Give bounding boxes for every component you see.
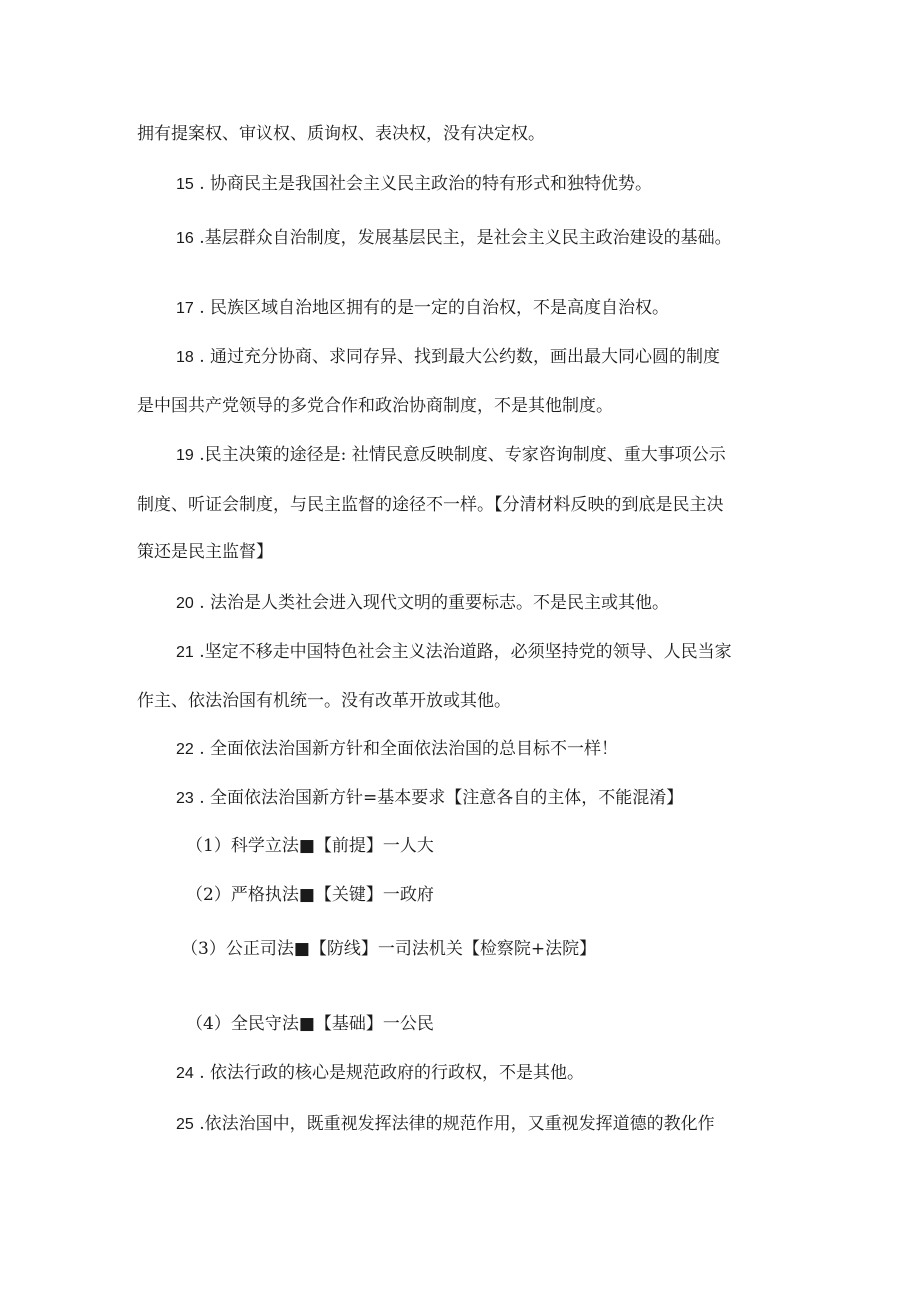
paragraph-text: 作主、依法治国有机统一。没有改革开放或其他。	[137, 691, 511, 711]
paragraph-line	[137, 493, 724, 517]
item-number: 16	[176, 230, 194, 247]
list-item-25	[176, 1112, 715, 1137]
item-text: .坚定不移走中国特色社会主义法治道路，必须坚持党的领导、人民当家	[199, 642, 732, 662]
item-text: . 通过充分协商、求同存异、找到最大公约数，画出最大同心圆的制度	[199, 347, 721, 367]
sub-item-3	[181, 937, 596, 961]
item-number: 25	[176, 1116, 194, 1133]
paragraph-line	[137, 122, 545, 146]
item-number: 19	[176, 447, 194, 464]
item-text: .民主决策的途径是: 社情民意反映制度、专家咨询制度、重大事项公示	[199, 445, 726, 465]
list-item-15	[176, 172, 652, 197]
sub-item-text: （4）全民守法■【基础】一公民	[186, 1014, 434, 1034]
item-text: .基层群众自治制度，发展基层民主，是社会主义民主政治建设的基础。	[199, 228, 732, 248]
item-number: 18	[176, 349, 194, 366]
list-item-23	[176, 786, 683, 811]
sub-item-text: （2）严格执法■【关键】一政府	[186, 885, 434, 905]
paragraph-line	[137, 394, 613, 418]
paragraph-text: 是中国共产党领导的多党合作和政治协商制度，不是其他制度。	[137, 396, 613, 416]
paragraph-text: 策还是民主监督】	[137, 542, 273, 562]
sub-item-text: （1）科学立法■【前提】一人大	[186, 836, 434, 856]
paragraph-text: 制度、听证会制度，与民主监督的途径不一样。【分清材料反映的到底是民主决	[137, 495, 724, 515]
list-item-24	[176, 1061, 584, 1086]
list-item-20	[176, 591, 669, 616]
item-number: 20	[176, 595, 194, 612]
item-text: . 依法行政的核心是规范政府的行政权，不是其他。	[199, 1063, 585, 1083]
item-text: . 法治是人类社会进入现代文明的重要标志。不是民主或其他。	[199, 593, 670, 613]
item-text: . 民族区域自治地区拥有的是一定的自治权，不是高度自治权。	[199, 298, 670, 318]
item-number: 15	[176, 176, 194, 193]
list-item-22	[176, 737, 618, 762]
paragraph-line	[137, 540, 273, 564]
item-number: 22	[176, 741, 194, 758]
list-item-17	[176, 296, 669, 321]
sub-item-4	[186, 1012, 434, 1036]
item-text: . 全面依法治国新方针和全面依法治国的总目标不一样！	[199, 739, 619, 759]
item-number: 17	[176, 300, 194, 317]
item-text: . 全面依法治国新方针=基本要求【注意各自的主体，不能混淆】	[199, 788, 684, 808]
list-item-18	[176, 345, 720, 370]
item-text: . 协商民主是我国社会主义民主政治的特有形式和独特优势。	[199, 174, 653, 194]
list-item-16	[176, 226, 732, 251]
sub-item-1	[186, 834, 434, 858]
paragraph-line	[137, 689, 511, 713]
list-item-21	[176, 640, 732, 665]
item-number: 21	[176, 644, 194, 661]
item-number: 23	[176, 790, 194, 807]
sub-item-2	[186, 883, 434, 907]
paragraph-text: 拥有提案权、审议权、质询权、表决权，没有决定权。	[137, 124, 545, 144]
item-text: .依法治国中，既重视发挥法律的规范作用，又重视发挥道德的教化作	[199, 1114, 715, 1134]
item-number: 24	[176, 1065, 194, 1082]
list-item-19	[176, 443, 726, 468]
sub-item-text: （3）公正司法■【防线】一司法机关【检察院+法院】	[181, 939, 597, 959]
